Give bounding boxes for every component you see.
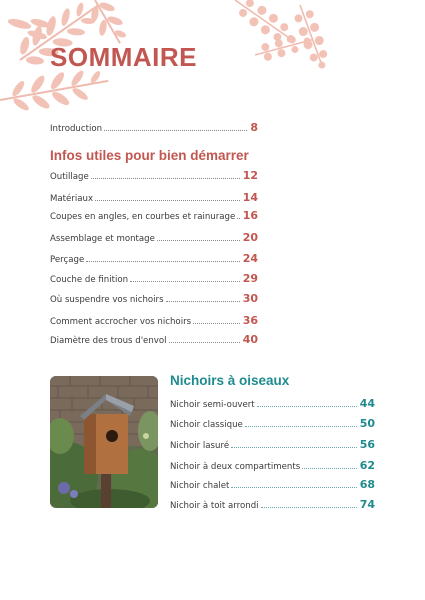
toc-entry-page: 8 [250,121,258,134]
toc-entry-page: 12 [242,169,258,182]
toc-entry-label: Nichoir lasuré [170,441,230,451]
toc-entry[interactable] [170,417,375,430]
toc-entry-label: Nichoir à deux compartiments [170,462,301,472]
dot-leader [231,447,357,448]
toc-entry-label: Matériaux [50,194,94,204]
toc-entry[interactable] [170,478,375,491]
dot-leader [245,426,357,427]
dot-leader [302,468,356,469]
toc-entry[interactable] [50,333,258,346]
toc-entry-label: Diamètre des trous d'envol [50,336,167,346]
toc-entry[interactable] [170,438,375,451]
birdhouse-photo [50,376,158,508]
toc-entry[interactable] [50,169,258,182]
toc-entry-page: 44 [359,397,375,410]
toc-entry-page: 56 [359,438,375,451]
toc-entry[interactable] [50,314,258,327]
dot-leader [231,487,356,488]
dot-leader [104,130,247,131]
toc-entry-label: Perçage [50,255,85,265]
page-title: SOMMAIRE [50,42,197,72]
dot-leader [257,406,357,407]
dot-leader [169,342,240,343]
dot-leader [130,281,240,282]
toc-entry-label: Comment accrocher vos nichoirs [50,317,192,327]
toc-entry-label: Nichoir à toit arrondi [170,501,259,511]
dot-leader [166,301,240,302]
toc-entry-label: Outillage [50,172,89,182]
toc-entry-label: Assemblage et montage [50,234,155,244]
toc-entry-label: Coupes en angles, en courbes et rainurage [50,212,236,222]
toc-entry[interactable] [50,292,258,305]
toc-entry-page: 29 [242,272,258,285]
toc-entry[interactable] [50,272,258,285]
section-heading: Infos utiles pour bien démarrer [50,148,249,163]
toc-entry-page: 16 [242,209,258,222]
toc-entry[interactable] [170,498,375,511]
dot-leader [91,178,240,179]
dot-leader [157,240,240,241]
dot-leader [193,323,240,324]
dot-leader [95,200,240,201]
toc-entry[interactable] [50,252,258,265]
toc-entry[interactable] [50,191,258,204]
toc-entry-label: Introduction [50,124,103,134]
toc-entry-label: Couche de finition [50,275,129,285]
toc-entry-page: 30 [242,292,258,305]
toc-entry-page: 20 [242,231,258,244]
toc-entry-page: 50 [359,417,375,430]
toc-entry-page: 24 [242,252,258,265]
toc-entry[interactable] [170,397,375,410]
dot-leader [261,507,357,508]
toc-entry-page: 68 [359,478,375,491]
toc-entry[interactable] [50,209,258,222]
toc-entry-page: 62 [359,459,375,472]
birdhouse-photo-icon [50,376,158,508]
toc-entry-label: Où suspendre vos nichoirs [50,295,164,305]
dot-leader [86,261,239,262]
toc-entry-introduction[interactable] [50,121,258,134]
toc-entry-page: 40 [242,333,258,346]
section-heading: Nichoirs à oiseaux [170,373,290,388]
toc-entry[interactable] [170,459,375,472]
toc-entry-page: 36 [242,314,258,327]
toc-entry-label: Nichoir semi-ouvert [170,400,255,410]
toc-entry-page: 14 [242,191,258,204]
toc-entry-label: Nichoir chalet [170,481,230,491]
toc-entry-label: Nichoir classique [170,420,243,430]
toc-entry-page: 74 [359,498,375,511]
toc-entry[interactable] [50,231,258,244]
